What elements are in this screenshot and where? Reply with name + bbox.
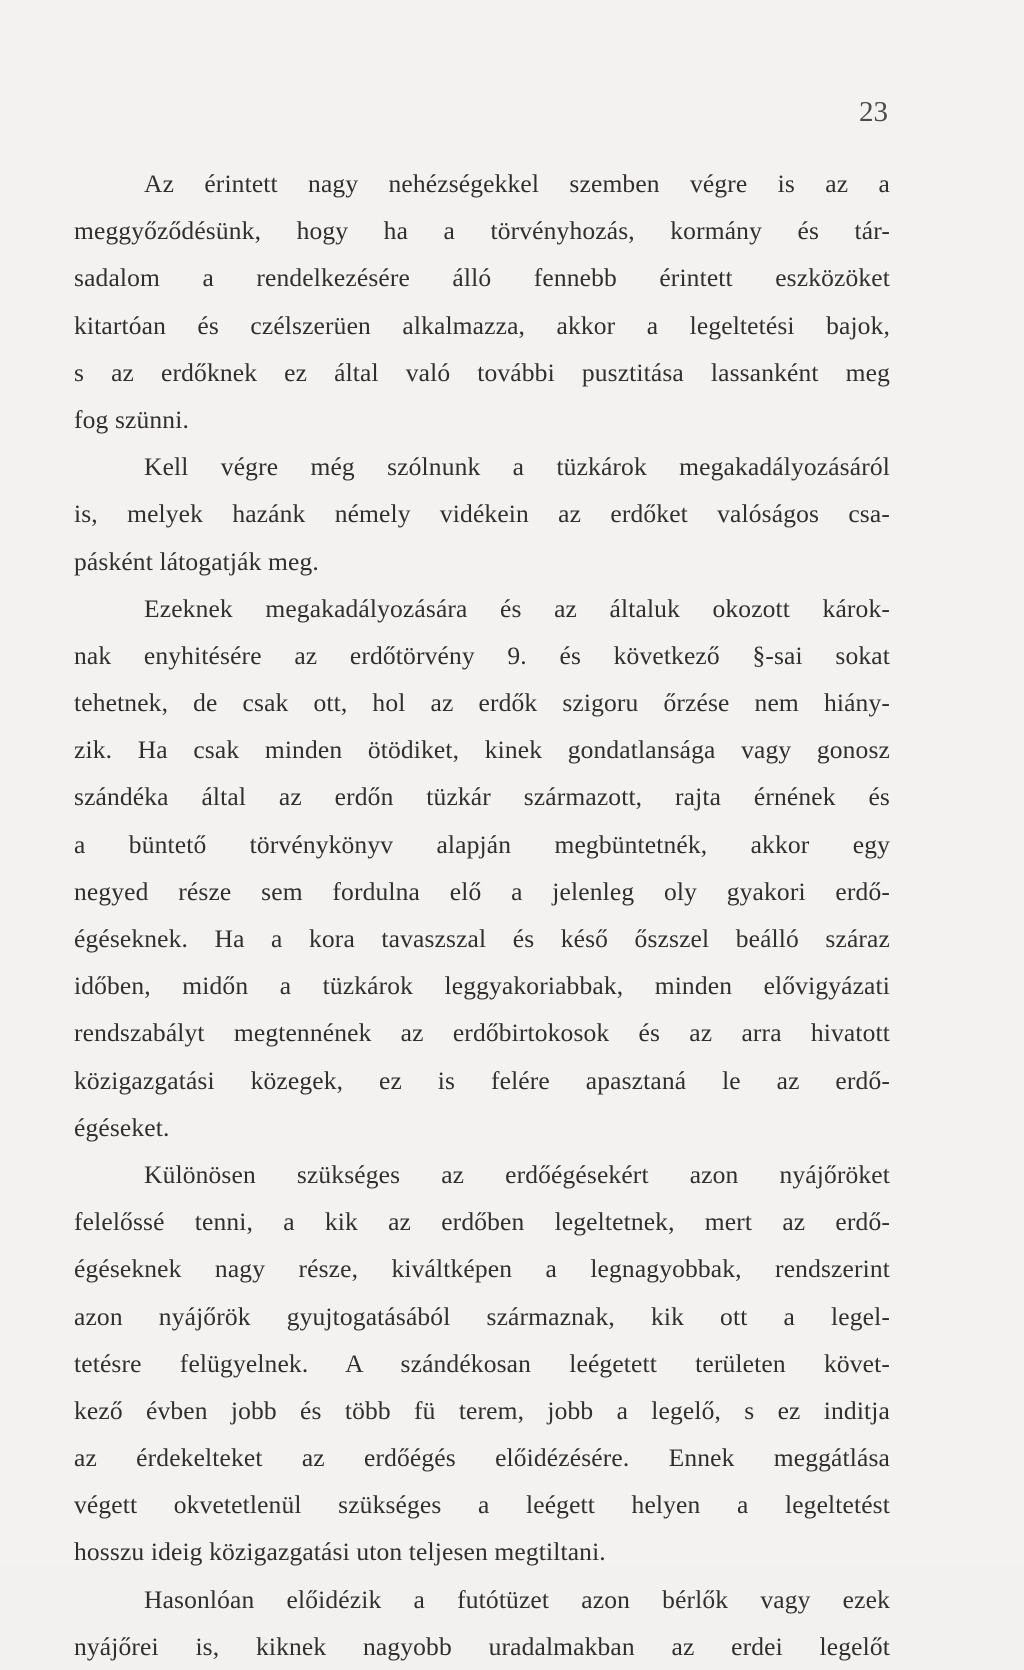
text-line: meggyőződésünk, hogy ha a törvényhozás, kormány és tár- xyxy=(74,216,890,246)
text-line: tehetnek, de csak ott, hol az erdők szigoru őrzése nem hiány- xyxy=(74,688,890,718)
text-line: kitartóan és czélszerüen alkalmazza, akkor a legeltetési bajok, xyxy=(74,310,890,340)
text-line: az érdekelteket az erdőégés előidézésére. Ennek meggátlása xyxy=(74,1443,890,1473)
page-number: 23 xyxy=(859,96,888,128)
text-line: tetésre felügyelnek. A szándékosan leégetett területen követ- xyxy=(74,1348,890,1378)
paragraph-3 xyxy=(74,585,890,1151)
paragraph-5 xyxy=(74,1576,890,1670)
text-line: azon nyájőrök gyujtogatásából származnak, kik ott a legel- xyxy=(74,1301,890,1331)
text-line: sadalom a rendelkezésére álló fennebb érintett eszközöket xyxy=(74,263,890,293)
text-line: hosszu ideig közigazgatási uton teljesen megtiltani. xyxy=(74,1537,606,1567)
text-line: égéseknek nagy része, kiváltképen a legnagyobbak, rendszerint xyxy=(74,1254,890,1284)
text-line: Különösen szükséges az erdőégésekért azon nyájőröket xyxy=(144,1159,890,1189)
text-line: is, melyek hazánk némely vidékein az erdőket valóságos csa- xyxy=(74,499,890,529)
text-line: nak enyhitésére az erdőtörvény 9. és következő §-sai sokat xyxy=(74,640,890,670)
paragraph-4 xyxy=(74,1151,890,1576)
text-line: szándéka által az erdőn tüzkár származott, rajta érnének és xyxy=(74,782,890,812)
text-line: pásként látogatják meg. xyxy=(74,546,319,576)
text-line: égéseket. xyxy=(74,1112,170,1142)
text-line: felelőssé tenni, a kik az erdőben legeltetnek, mert az erdő- xyxy=(74,1207,890,1237)
text-line: nyájőrei is, kiknek nagyobb uradalmakban az erdei legelőt xyxy=(74,1631,890,1661)
text-line: Az érintett nagy nehézségekkel szemben végre is az a xyxy=(144,169,890,198)
body-text xyxy=(74,160,890,1670)
text-line: közigazgatási közegek, ez is felére apasztaná le az erdő- xyxy=(74,1065,890,1095)
paragraph-1 xyxy=(74,160,890,443)
text-line: zik. Ha csak minden ötödiket, kinek gondatlansága vagy gonosz xyxy=(74,735,890,765)
text-line: Kell végre még szólnunk a tüzkárok megakadályozásáról xyxy=(144,452,890,482)
text-line: rendszabályt megtennének az erdőbirtokosok és az arra hivatott xyxy=(74,1018,890,1048)
text-line: Ezeknek megakadályozására és az általuk okozott károk- xyxy=(144,593,890,623)
text-line: végett okvetetlenül szükséges a leégett helyen a legeltetést xyxy=(74,1490,890,1520)
text-line: a büntető törvénykönyv alapján megbüntetnék, akkor egy xyxy=(74,829,890,859)
text-line: időben, midőn a tüzkárok leggyakoriabbak, minden elővigyázati xyxy=(74,971,890,1001)
text-line: égéseknek. Ha a kora tavaszszal és késő őszszel beálló száraz xyxy=(74,924,890,953)
text-line: fog szünni. xyxy=(74,404,189,434)
paragraph-2 xyxy=(74,443,890,585)
text-line: Hasonlóan előidézik a futótüzet azon bérlők vagy ezek xyxy=(144,1584,890,1614)
text-line: negyed része sem fordulna elő a jelenleg oly gyakori erdő- xyxy=(74,876,890,906)
text-line: kező évben jobb és több fü terem, jobb a legelő, s ez inditja xyxy=(74,1395,890,1425)
text-line: s az erdőknek ez által való további pusztitása lassanként meg xyxy=(74,357,890,387)
